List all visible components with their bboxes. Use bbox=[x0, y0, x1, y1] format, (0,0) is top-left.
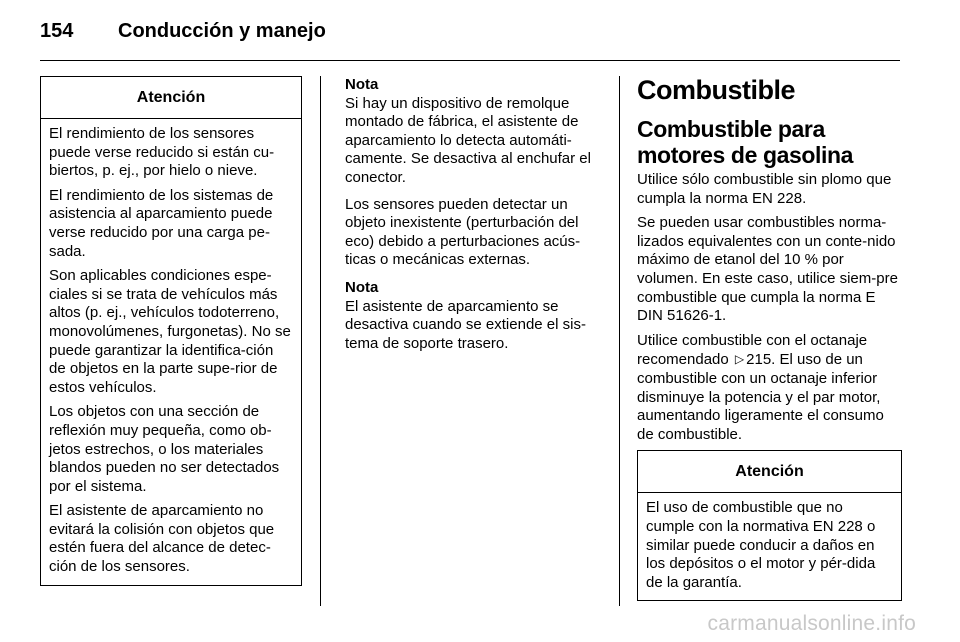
header-rule bbox=[40, 60, 900, 61]
column-3 bbox=[637, 76, 903, 601]
body-paragraph-octane bbox=[637, 332, 903, 445]
note-label: Nota bbox=[345, 76, 379, 93]
attention-box-body bbox=[41, 119, 301, 585]
attention-paragraph: Son aplicables condiciones espe-ciales si se trata de vehículos más altos (p. ej., vehículos todoterreno, monovolúmenes, furgonetas). No se puede garantizar la identifica-ción de objetos en la parte supe-rior de estos vehículos. bbox=[49, 267, 291, 396]
attention-paragraph: Los objetos con una sección de reflexión muy pequeña, como ob-jetos estrechos, o los materiales blandos pueden no ser detectados por el sistema. bbox=[49, 403, 280, 495]
attention-box-title: Atención bbox=[638, 451, 901, 493]
attention-box-fuel bbox=[637, 450, 902, 601]
attention-box-title: Atención bbox=[41, 77, 301, 119]
ref-arrow-icon: ▷ bbox=[734, 352, 745, 367]
attention-box-sensors bbox=[40, 76, 302, 586]
attention-paragraph: El uso de combustible que no cumple con la normativa EN 228 o similar puede conducir a daños en los depósitos o el motor y pér-dida de la garantía. bbox=[646, 499, 876, 591]
page-header bbox=[40, 20, 326, 52]
attention-paragraph: El asistente de aparcamiento no evitará la colisión con objetos que estén fuera del alcance de detec-ción de los sensores. bbox=[49, 502, 275, 576]
octane-text-after: . El uso de un combustible con un octanaje inferior disminuye la potencia y el par motor, aumentando ligeramente el consumo de combustible. bbox=[637, 351, 884, 443]
watermark: carmanualsonline.info bbox=[707, 612, 916, 635]
page-number: 154 bbox=[40, 20, 74, 42]
attention-paragraph: El rendimiento de los sensores puede verse reducido si están cu-biertos, p. ej., por hielo o nieve. bbox=[49, 125, 275, 180]
column-2 bbox=[345, 76, 603, 359]
note-label: Nota bbox=[345, 278, 379, 296]
column-divider-2 bbox=[619, 76, 620, 606]
page-reference[interactable]: 215 bbox=[746, 351, 772, 369]
note-text: El asistente de aparcamiento se desactiva cuando se extiende el sis-tema de soporte trasero. bbox=[345, 297, 586, 352]
column-1 bbox=[40, 76, 302, 586]
attention-paragraph: El rendimiento de los sistemas de asistencia al aparcamiento puede verse reducido por una carga pe-sada. bbox=[49, 186, 274, 260]
note-text: Si hay un dispositivo de remolque montado de fábrica, el asistente de aparcamiento lo detecta automáti-camente. Se desactiva al enchufar el conector. bbox=[345, 94, 591, 186]
section-heading: Combustible bbox=[637, 75, 796, 105]
attention-box-body bbox=[638, 493, 901, 600]
chapter-title: Conducción y manejo bbox=[118, 20, 326, 42]
body-paragraph: Utilice sólo combustible sin plomo que cumpla la norma EN 228. bbox=[637, 171, 892, 207]
column-divider-1 bbox=[320, 76, 321, 606]
subsection-heading: Combustible para motores de gasolina bbox=[637, 116, 854, 168]
body-paragraph: Los sensores pueden detectar un objeto inexistente (perturbación del eco) debido a perturbaciones acús-ticas o mecánicas externas. bbox=[345, 195, 581, 269]
octane-text-before: Utilice combustible con el octanaje recomendado bbox=[637, 331, 868, 369]
body-paragraph: Se pueden usar combustibles norma-lizados equivalentes con un conte-nido máximo de etanol del 10 % por volumen. En este caso, utilice siem-pre combustible que cumpla la norma E DIN 51626-1. bbox=[637, 214, 898, 325]
